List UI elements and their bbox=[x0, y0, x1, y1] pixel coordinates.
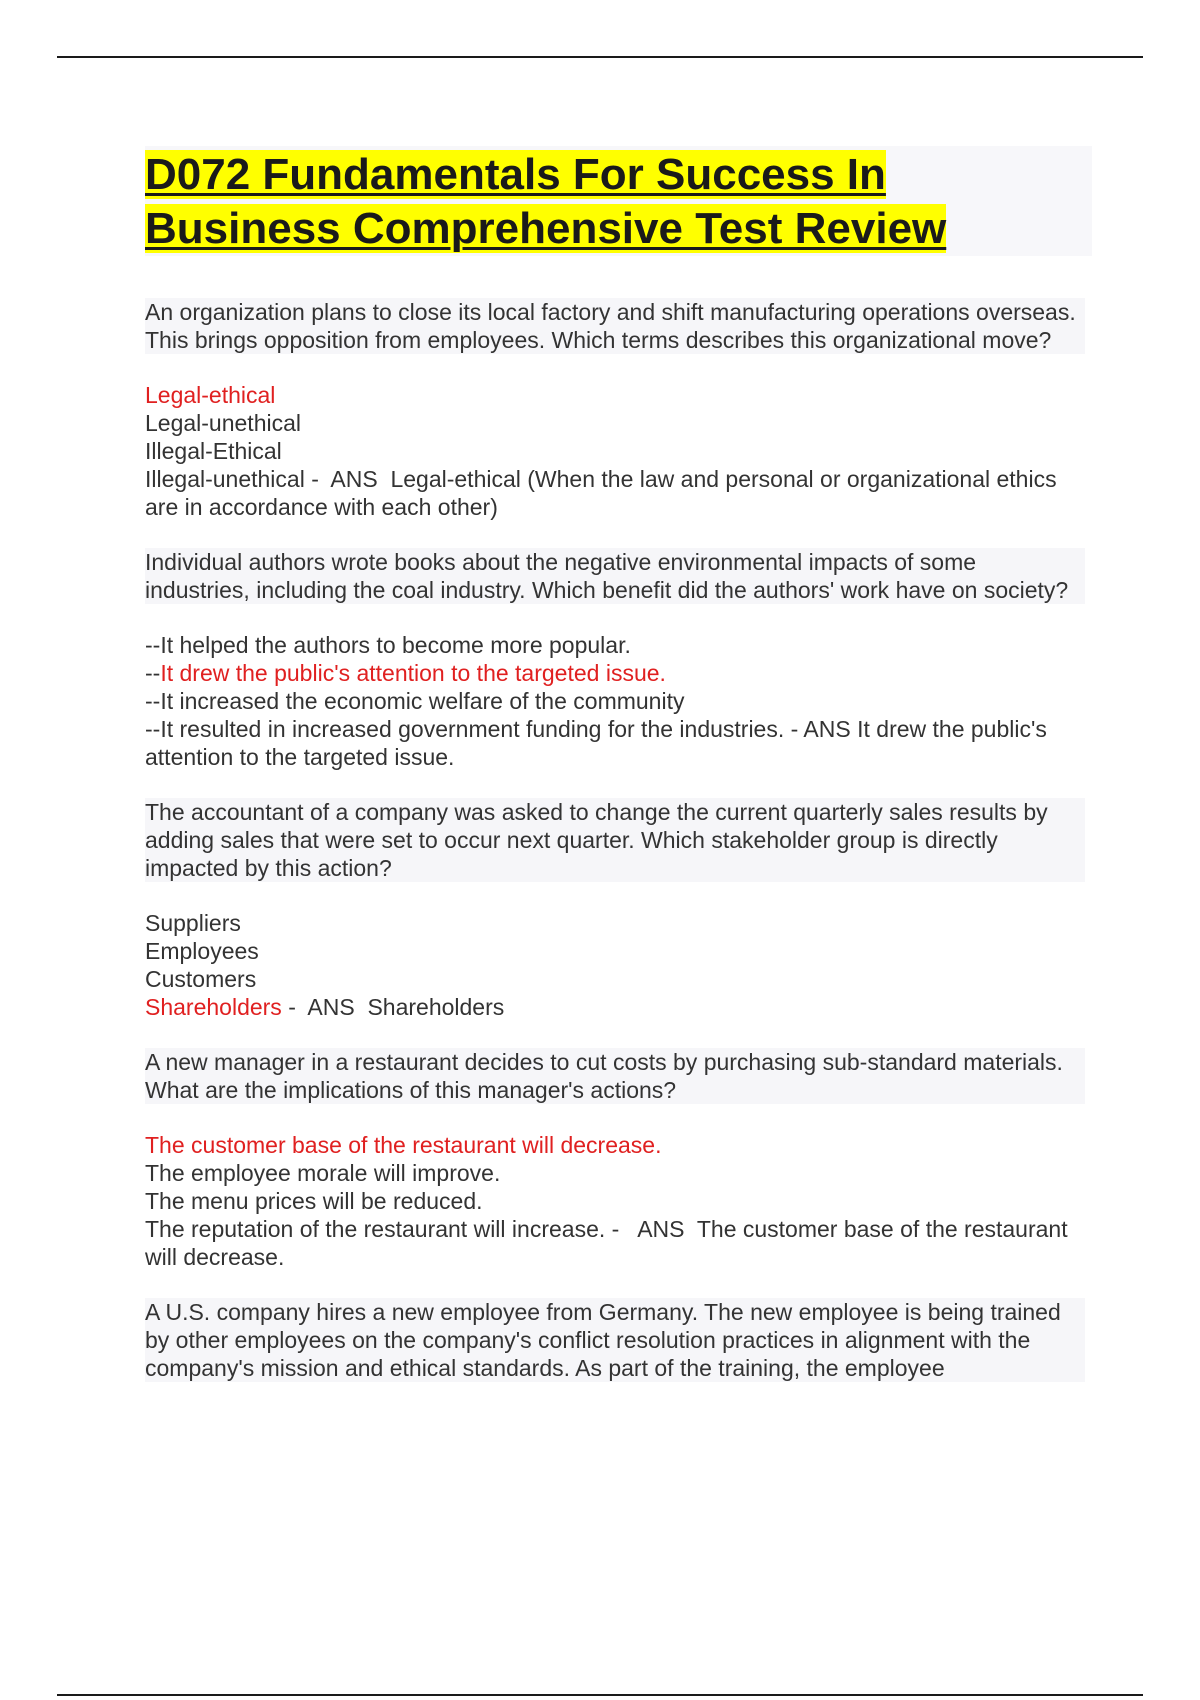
option-prefix: -- bbox=[145, 716, 161, 742]
question-4-option-3: The menu prices will be reduced. bbox=[145, 1188, 483, 1214]
document-title bbox=[145, 146, 1092, 256]
question-3-option-1: Suppliers bbox=[145, 910, 241, 936]
question-3-prompt: The accountant of a company was asked to change the current quarterly sales results by adding sales that were set to occur next quarter. Which stakeholder group is directly impacted by this action? bbox=[145, 798, 1085, 882]
title-block bbox=[145, 146, 1092, 256]
title-line-2: Business Comprehensive Test Review bbox=[145, 204, 947, 253]
question-5-prompt: A U.S. company hires a new employee from Germany. The new employee is being trained by other employees on the company's conflict resolution practices in alignment with the company's mission and ethical standards. As part of the training, the employee bbox=[145, 1298, 1085, 1382]
question-2-options bbox=[145, 631, 1085, 771]
question-3-answer: - ANS Shareholders bbox=[281, 994, 505, 1020]
question-2-prompt: Individual authors wrote books about the negative environmental impacts of some industries, including the coal industry. Which benefit did the authors' work have on society? bbox=[145, 548, 1085, 604]
question-4-option-1: The customer base of the restaurant will decrease. bbox=[145, 1132, 662, 1158]
question-3-option-3: Customers bbox=[145, 966, 257, 992]
question-3-option-2: Employees bbox=[145, 938, 259, 964]
option-prefix: -- bbox=[145, 660, 161, 686]
question-1-options bbox=[145, 381, 1085, 521]
question-1-option-1: Legal-ethical bbox=[145, 382, 276, 408]
document-body bbox=[145, 298, 1085, 1382]
option-prefix: -- bbox=[145, 632, 161, 658]
question-3-option-4: Shareholders bbox=[145, 994, 282, 1020]
question-1-prompt: An organization plans to close its local factory and shift manufacturing operations overseas. This brings opposition from employees. Which terms describes this organizational move? bbox=[145, 298, 1085, 354]
question-4-option-2: The employee morale will improve. bbox=[145, 1160, 501, 1186]
title-line-1: D072 Fundamentals For Success In bbox=[145, 150, 886, 199]
top-rule bbox=[57, 56, 1143, 58]
question-2-option-3: It increased the economic welfare of the community bbox=[160, 688, 685, 714]
question-4-answer: - ANS The customer base of the restaurant will decrease. bbox=[145, 1216, 1074, 1270]
question-4-options bbox=[145, 1131, 1085, 1271]
question-4-prompt: A new manager in a restaurant decides to cut costs by purchasing sub-standard materials. What are the implications of this manager's actions? bbox=[145, 1048, 1085, 1104]
question-2-option-1: It helped the authors to become more popular. bbox=[160, 632, 631, 658]
question-3-options bbox=[145, 909, 1085, 1021]
question-1-answer: - ANS Legal-ethical (When the law and personal or organizational ethics are in accordance with each other) bbox=[145, 466, 1063, 520]
question-1-option-3: Illegal-Ethical bbox=[145, 438, 282, 464]
option-prefix: -- bbox=[145, 688, 161, 714]
question-1-option-2: Legal-unethical bbox=[145, 410, 302, 436]
bottom-rule bbox=[57, 1694, 1143, 1696]
question-2-answer: - ANS It drew the public's attention to the targeted issue. bbox=[145, 716, 1054, 770]
question-4-option-4: The reputation of the restaurant will increase. bbox=[145, 1216, 606, 1242]
question-2-option-4: It resulted in increased government funding for the industries. bbox=[160, 716, 785, 742]
question-2-option-2: It drew the public's attention to the targeted issue. bbox=[160, 660, 666, 686]
question-1-option-4: Illegal-unethical bbox=[145, 466, 305, 492]
